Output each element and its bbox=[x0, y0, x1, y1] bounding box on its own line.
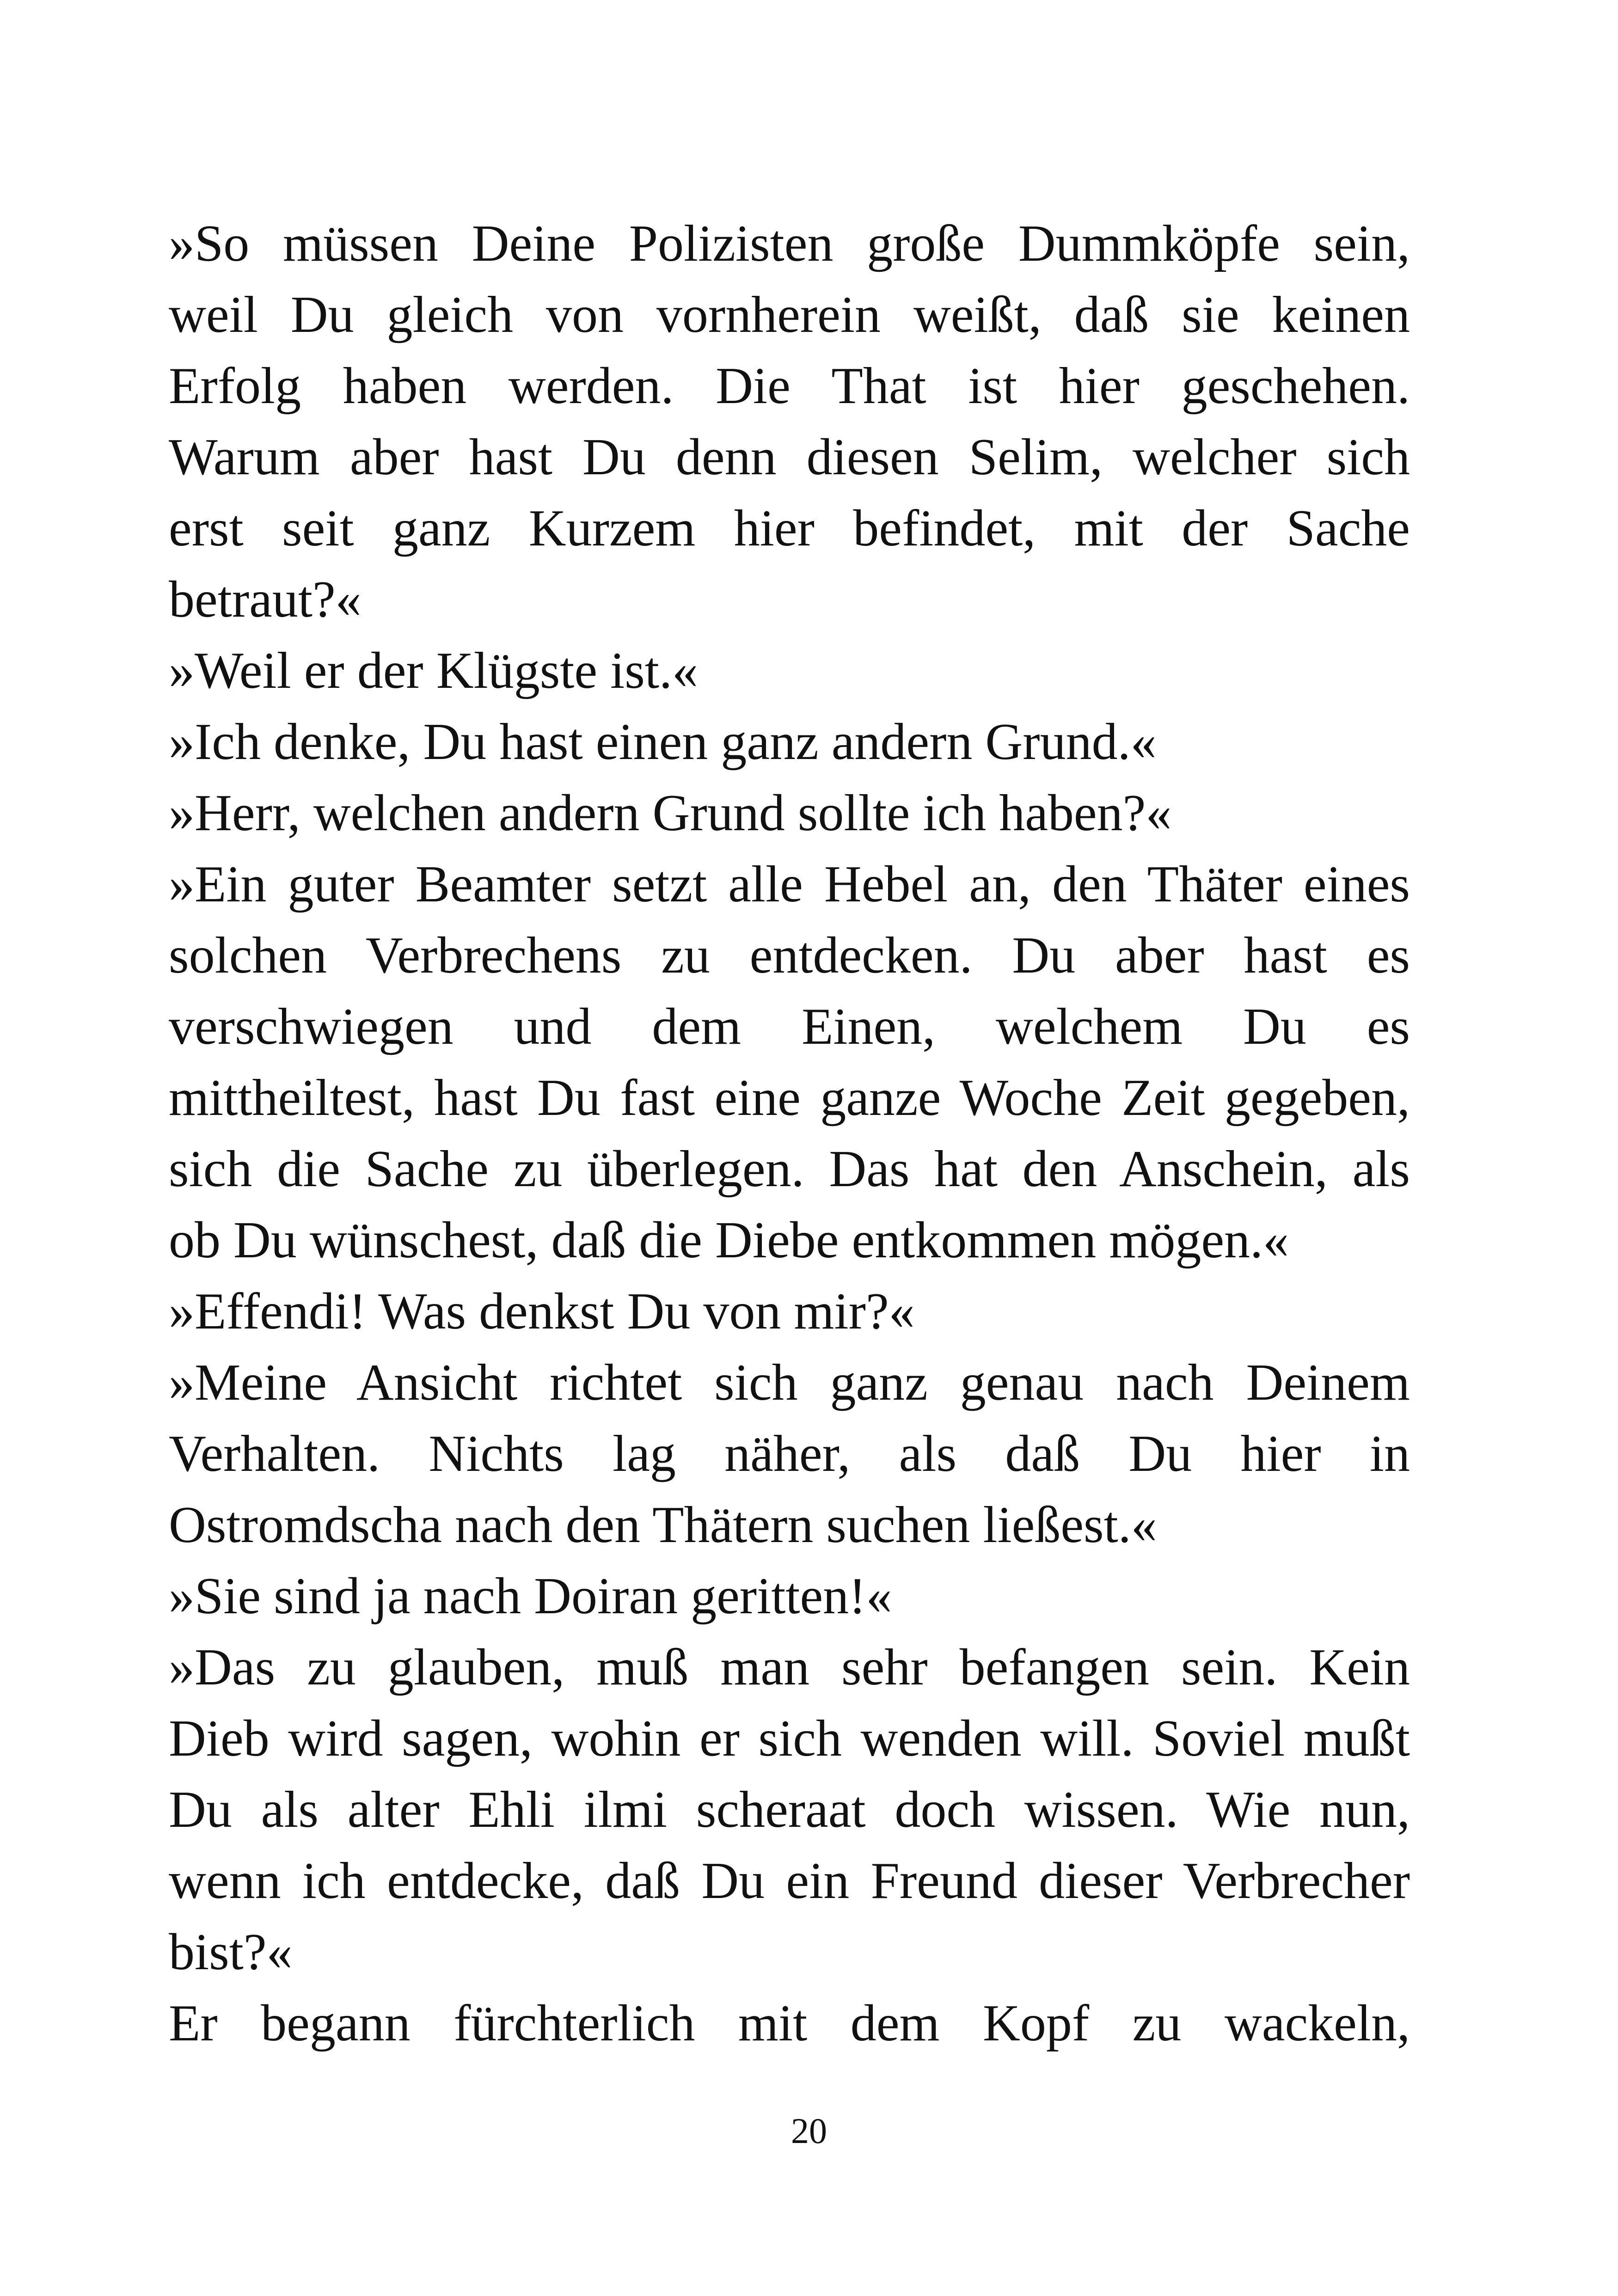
text-line: mittheiltest, hast Du fast eine ganze Woche Zeit gegeben, bbox=[169, 1069, 1410, 1127]
page-number: 20 bbox=[791, 2111, 827, 2151]
text-line: »Weil er der Klügste ist.« bbox=[169, 642, 698, 699]
text-line: Verhalten. Nichts lag näher, als daß Du hier in bbox=[169, 1425, 1410, 1482]
text-line: »Das zu glauben, muß man sehr befangen sein. Kein bbox=[169, 1639, 1410, 1696]
text-line: Er begann fürchterlich mit dem Kopf zu wackeln, bbox=[169, 1995, 1410, 2052]
text-line: bist?« bbox=[169, 1923, 293, 1981]
text-line: erst seit ganz Kurzem hier befindet, mit der Sache bbox=[169, 500, 1410, 557]
text-line: »Ich denke, Du hast einen ganz andern Grund.« bbox=[169, 713, 1157, 771]
text-line: »Ein guter Beamter setzt alle Hebel an, den Thäter eines bbox=[169, 856, 1410, 913]
text-line: »Sie sind ja nach Doiran geritten!« bbox=[169, 1567, 892, 1625]
text-line: Du als alter Ehli ilmi scheraat doch wissen. Wie nun, bbox=[169, 1781, 1410, 1838]
text-line: Ostromdscha nach den Thätern suchen ließest.« bbox=[169, 1496, 1157, 1554]
body-text bbox=[169, 208, 1410, 2059]
text-line: betraut?« bbox=[169, 571, 362, 628]
text-line: Erfolg haben werden. Die That ist hier geschehen. bbox=[169, 357, 1410, 415]
text-line: »So müssen Deine Polizisten große Dummköpfe sein, bbox=[169, 215, 1410, 272]
text-line: sich die Sache zu überlegen. Das hat den Anschein, als bbox=[169, 1140, 1410, 1198]
text-line: »Herr, welchen andern Grund sollte ich haben?« bbox=[169, 784, 1172, 842]
text-line: »Effendi! Was denkst Du von mir?« bbox=[169, 1283, 915, 1340]
text-line: ob Du wünschest, daß die Diebe entkommen mögen.« bbox=[169, 1212, 1289, 1269]
text-line: »Meine Ansicht richtet sich ganz genau nach Deinem bbox=[169, 1354, 1410, 1411]
text-line: solchen Verbrechens zu entdecken. Du aber hast es bbox=[169, 927, 1410, 984]
text-line: wenn ich entdecke, daß Du ein Freund dieser Verbrecher bbox=[169, 1852, 1410, 1910]
text-line: Dieb wird sagen, wohin er sich wenden will. Soviel mußt bbox=[169, 1710, 1410, 1767]
text-line: weil Du gleich von vornherein weißt, daß sie keinen bbox=[169, 286, 1410, 343]
text-line: verschwiegen und dem Einen, welchem Du es bbox=[169, 998, 1410, 1055]
text-line: Warum aber hast Du denn diesen Selim, welcher sich bbox=[169, 429, 1410, 486]
